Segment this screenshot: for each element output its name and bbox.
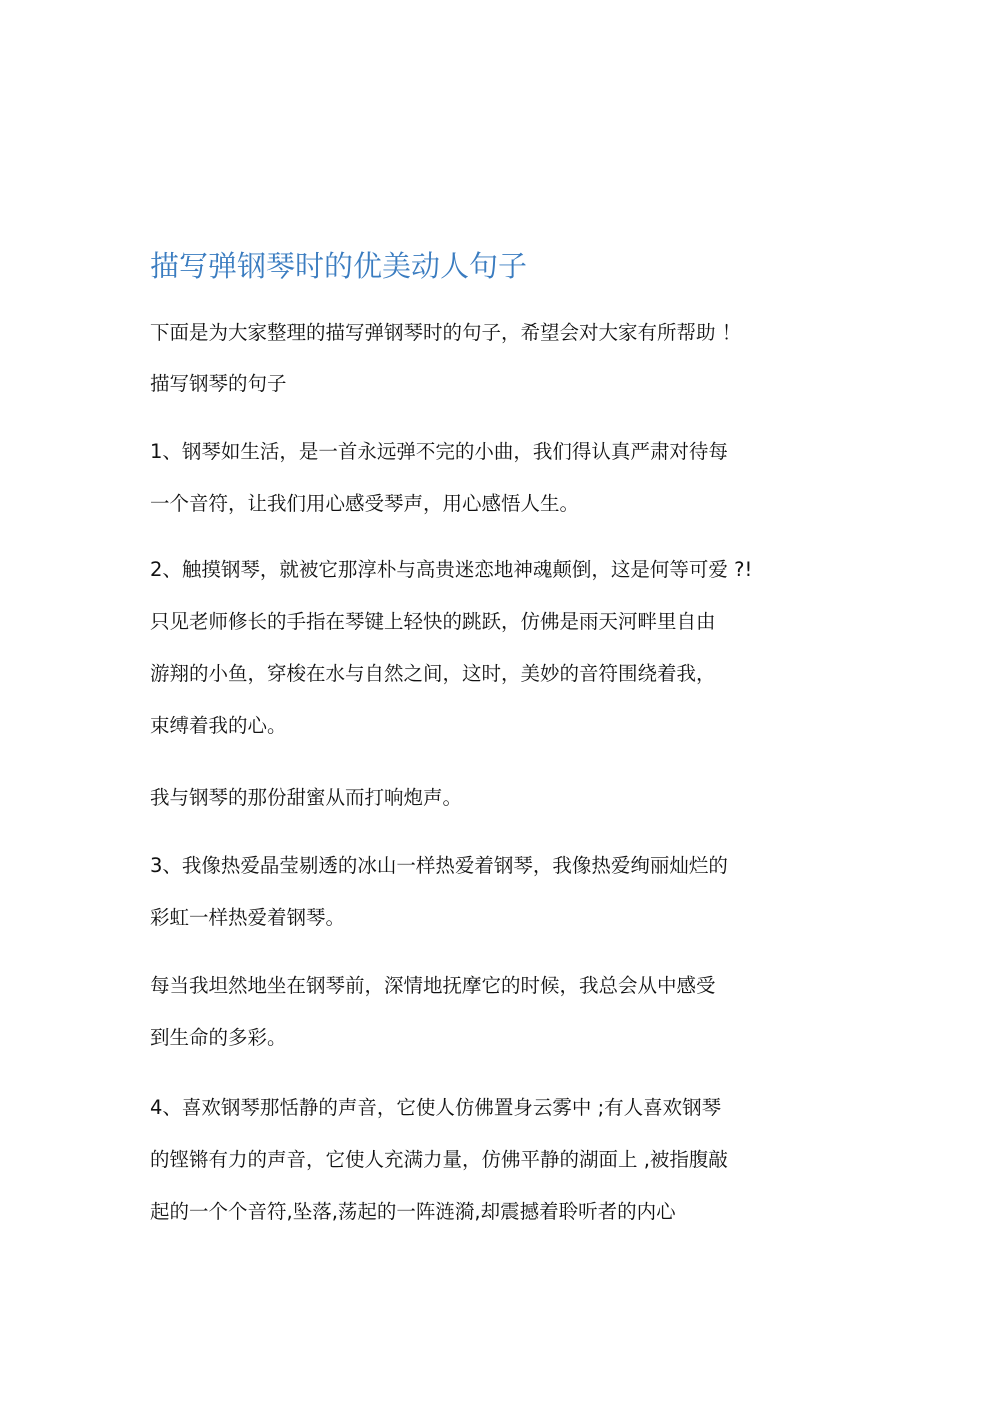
paragraph-line: 2、触摸钢琴，就被它那淳朴与高贵迷恋地神魂颠倒，这是何等可爱 ?!	[150, 558, 753, 581]
document-title: 描写弹钢琴时的优美动人句子	[150, 249, 528, 283]
paragraph-line: 到生命的多彩。	[150, 1026, 287, 1049]
paragraph-line: 4、喜欢钢琴那恬静的声音，它使人仿佛置身云雾中 ;有人喜欢钢琴	[150, 1096, 722, 1119]
paragraph-line: 1、钢琴如生活，是一首永远弹不完的小曲，我们得认真严肃对待每	[150, 440, 728, 463]
paragraph-line: 彩虹一样热爱着钢琴。	[150, 906, 346, 929]
paragraph-line: 一个音符，让我们用心感受琴声，用心感悟人生。	[150, 492, 580, 515]
paragraph-line: 的铿锵有力的声音，它使人充满力量，仿佛平静的湖面上 ,被指腹敲	[150, 1148, 728, 1171]
paragraph-line: 每当我坦然地坐在钢琴前，深情地抚摩它的时候，我总会从中感受	[150, 974, 716, 997]
paragraph-line: 我与钢琴的那份甜蜜从而打响炮声。	[150, 786, 463, 809]
paragraph-line: 起的一个个音符,坠落,荡起的一阵涟漪,却震撼着聆听者的内心	[150, 1200, 676, 1223]
paragraph-line: 束缚着我的心。	[150, 714, 287, 737]
section-heading: 描写钢琴的句子	[150, 372, 287, 395]
intro-line: 下面是为大家整理的描写弹钢琴时的句子，希望会对大家有所帮助 ！	[150, 321, 742, 344]
paragraph-line: 3、我像热爱晶莹剔透的冰山一样热爱着钢琴，我像热爱绚丽灿烂的	[150, 854, 728, 877]
paragraph-line: 游翔的小鱼，穿梭在水与自然之间，这时，美妙的音符围绕着我，	[150, 662, 716, 685]
paragraph-line: 只见老师修长的手指在琴键上轻快的跳跃，仿佛是雨天河畔里自由	[150, 610, 716, 633]
